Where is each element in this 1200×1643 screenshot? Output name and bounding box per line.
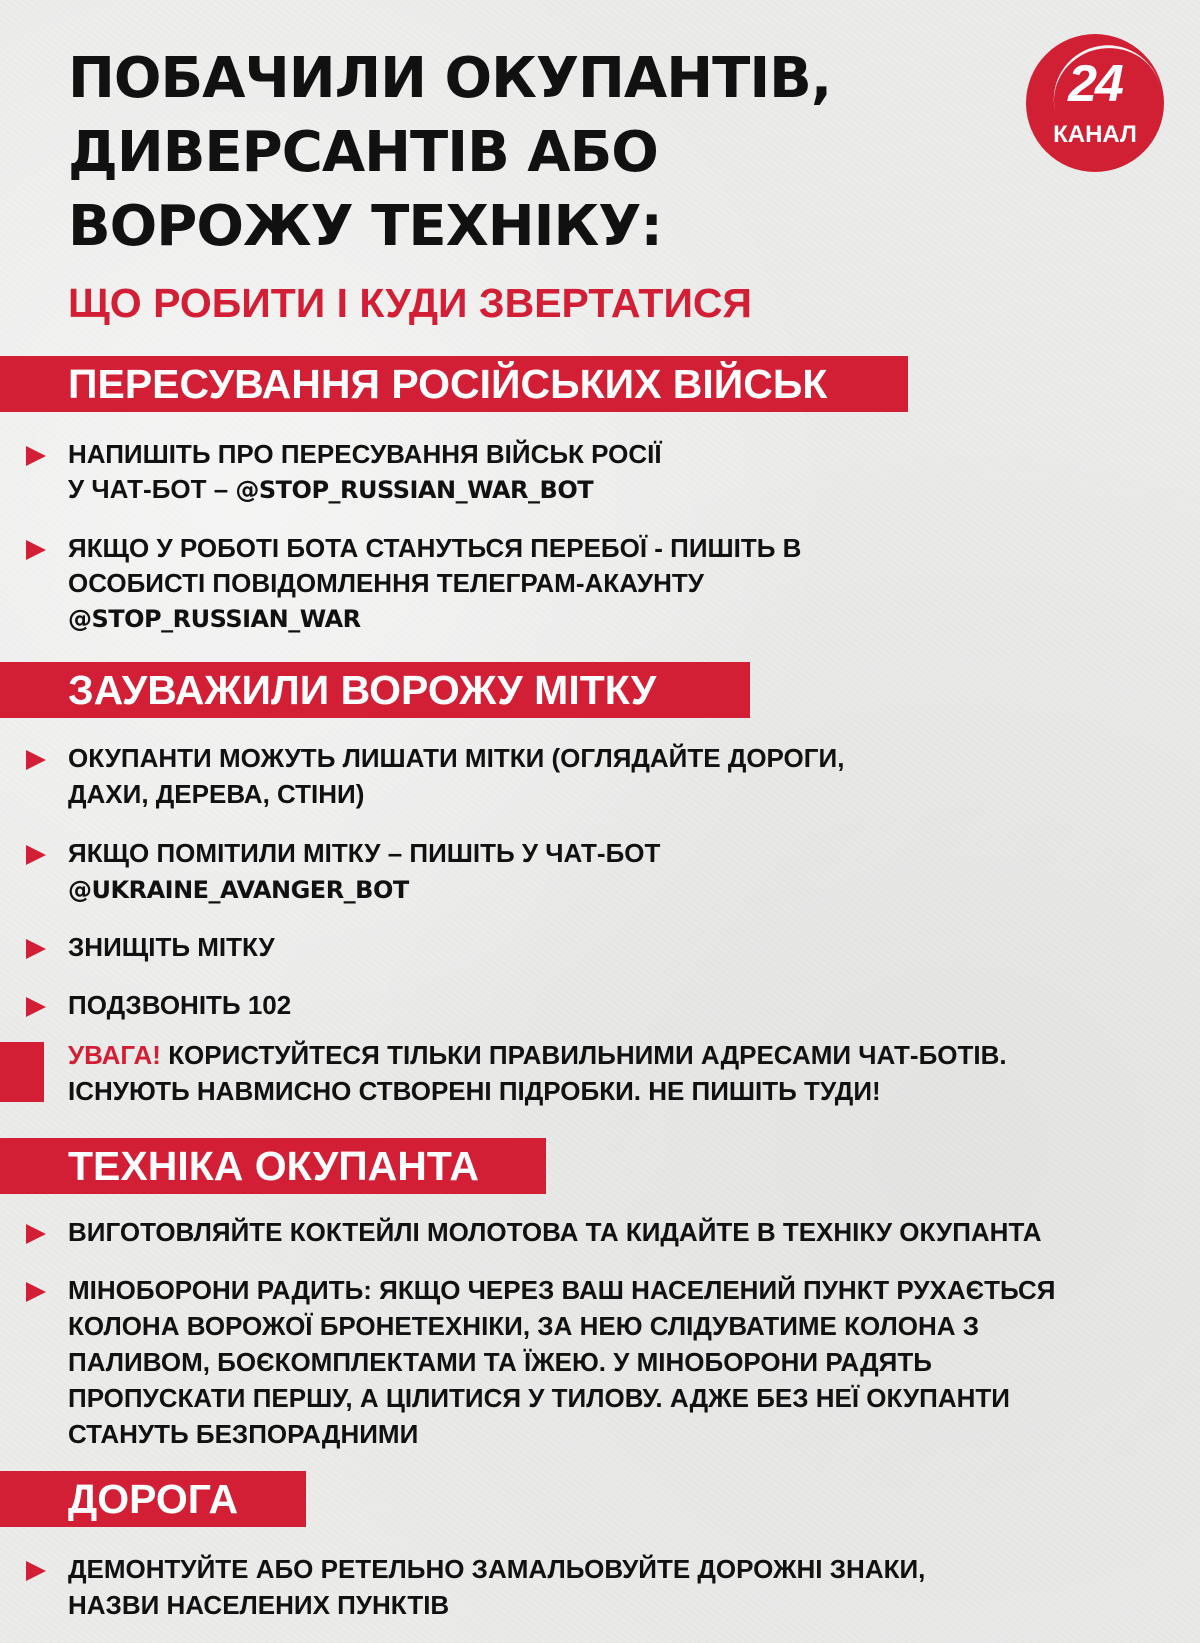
item-text: ДАХИ, ДЕРЕВА, СТІНИ) — [68, 779, 365, 809]
item-text: ЯКЩО ПОМІТИЛИ МІТКУ – ПИШІТЬ У ЧАТ-БОТ — [68, 838, 661, 868]
item-text: МІНОБОРОНИ РАДИТЬ: ЯКЩО ЧЕРЕЗ ВАШ НАСЕЛЕНИЙ ПУНКТ РУХАЄТЬСЯ — [68, 1275, 1056, 1305]
triangle-bullet-icon — [26, 446, 46, 466]
page-title — [68, 42, 831, 264]
item-text: ОКУПАНТИ МОЖУТЬ ЛИШАТИ МІТКИ (ОГЛЯДАЙТЕ ДОРОГИ, — [68, 743, 845, 773]
logo-number: 24 — [1068, 55, 1122, 113]
item-text: НАЗВИ НАСЕЛЕНИХ ПУНКТІВ — [68, 1590, 450, 1620]
chatbot-handle: @UKRAINE_AVANGER_BOT — [68, 876, 409, 904]
item-text: ДЕМОНТУЙТЕ АБО РЕТЕЛЬНО ЗАМАЛЬОВУЙТЕ ДОРОЖНІ ЗНАКИ, — [68, 1554, 926, 1584]
item-text: ОСОБИСТІ ПОВІДОМЛЕННЯ ТЕЛЕГРАМ-АКАУНТУ — [68, 568, 704, 598]
warning-marker — [0, 1042, 44, 1102]
title-line: ДИВЕРСАНТІВ АБО — [68, 120, 658, 185]
triangle-bullet-icon — [26, 750, 46, 770]
item-text: ПАЛИВОМ, БОЄКОМПЛЕКТАМИ ТА ЇЖЕЮ. У МІНОБОРОНИ РАДЯТЬ — [68, 1347, 932, 1377]
telegram-handle: @STOP_RUSSIAN_WAR — [68, 605, 361, 633]
item-text — [68, 472, 593, 508]
item-text: ЗНИЩІТЬ МІТКУ — [68, 932, 275, 962]
triangle-bullet-icon — [26, 939, 46, 959]
warning-line: ІСНУЮТЬ НАВМИСНО СТВОРЕНІ ПІДРОБКИ. НЕ ПИШІТЬ ТУДИ! — [68, 1076, 881, 1106]
item-text: ЯКЩО У РОБОТІ БОТА СТАНУТЬСЯ ПЕРЕБОЇ - ПИШІТЬ В — [68, 533, 802, 563]
page-subtitle: ЩО РОБИТИ І КУДИ ЗВЕРТАТИСЯ — [68, 280, 752, 326]
section-header-troop-movement: ПЕРЕСУВАННЯ РОСІЙСЬКИХ ВІЙСЬК — [0, 356, 908, 412]
item-text: СТАНУТЬ БЕЗПОРАДНИМИ — [68, 1419, 419, 1449]
triangle-bullet-icon — [26, 1224, 46, 1244]
item-text-part: У ЧАТ-БОТ – — [68, 474, 236, 504]
chatbot-handle: @STOP_RUSSIAN_WAR_BOT — [235, 476, 594, 504]
title-line: ПОБАЧИЛИ ОКУПАНТІВ, — [68, 46, 832, 111]
warning-line: КОРИСТУЙТЕСЯ ТІЛЬКИ ПРАВИЛЬНИМИ АДРЕСАМИ ЧАТ-БОТІВ. — [160, 1040, 1007, 1070]
section-header-road: ДОРОГА — [0, 1471, 306, 1527]
triangle-bullet-icon — [26, 997, 46, 1017]
section-header-enemy-vehicles: ТЕХНІКА ОКУПАНТА — [0, 1138, 546, 1194]
item-text: ПОДЗВОНІТЬ 102 — [68, 990, 292, 1020]
item-text: ВИГОТОВЛЯЙТЕ КОКТЕЙЛІ МОЛОТОВА ТА КИДАЙТЕ В ТЕХНІКУ ОКУПАНТА — [68, 1217, 1042, 1247]
triangle-bullet-icon — [26, 540, 46, 560]
logo-name: КАНАЛ — [1053, 121, 1137, 148]
warning-label: УВАГА! — [68, 1040, 161, 1070]
triangle-bullet-icon — [26, 1282, 46, 1302]
item-text: КОЛОНА ВОРОЖОЇ БРОНЕТЕХНІКИ, ЗА НЕЮ СЛІДУВАТИМЕ КОЛОНА З — [68, 1311, 980, 1341]
warning-note — [68, 1037, 1007, 1109]
section-header-enemy-mark: ЗАУВАЖИЛИ ВОРОЖУ МІТКУ — [0, 662, 750, 718]
item-text: НАПИШІТЬ ПРО ПЕРЕСУВАННЯ ВІЙСЬК РОСІЇ — [68, 439, 662, 469]
triangle-bullet-icon — [26, 845, 46, 865]
title-line: ВОРОЖУ ТЕХНІКУ: — [68, 194, 662, 259]
channel-24-logo — [1026, 34, 1164, 172]
item-text: ПРОПУСКАТИ ПЕРШУ, А ЦІЛИТИСЯ У ТИЛОВУ. АДЖЕ БЕЗ НЕЇ ОКУПАНТИ — [68, 1383, 1010, 1413]
triangle-bullet-icon — [26, 1561, 46, 1581]
